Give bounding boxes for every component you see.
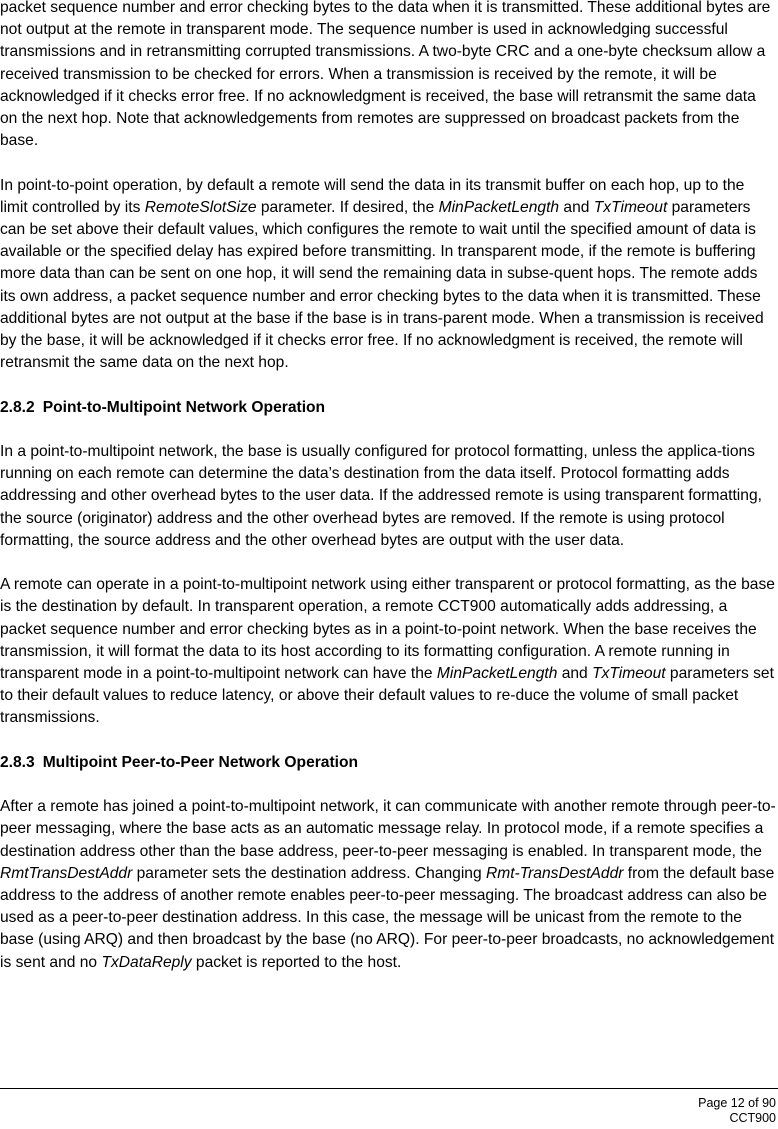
- param-minpacketlength: MinPacketLength: [436, 665, 558, 683]
- paragraph-point-to-point: [0, 175, 776, 375]
- param-remoteslotsize: RemoteSlotSize: [144, 198, 257, 216]
- section-title: Point-to-Multipoint Network Operation: [42, 398, 326, 416]
- param-rmttransdestaddr: RmtTransDestAddr: [0, 864, 133, 882]
- paragraph-text: packet sequence number and error checking bytes to the data when it is transmitted. These additional bytes are not output at the remote in transparent mode. The sequence number is used in acknowledging successful transmissions and in retransmitting corrupted transmissions. A two-byte CRC and a one-byte checksum allow a received transmission to be checked for errors. When a transmission is received by the remote, it will be acknowledged if it checks error free. If no acknowledgment is received, the base will retransmit the same data on the next hop. Note that acknowledgements from remotes are suppressed on broadcast packets from the base.: [0, 0, 771, 150]
- document-id: CCT900: [729, 1111, 776, 1125]
- paragraph-text: parameter sets the destination address. Changing: [132, 864, 486, 882]
- param-txtimeout: TxTimeout: [592, 665, 666, 683]
- paragraph-arq-base: [0, 0, 776, 152]
- page-number: Page 12 of 90: [698, 1096, 776, 1110]
- section-number: 2.8.3: [0, 753, 35, 771]
- footer-divider: [0, 1088, 778, 1089]
- section-heading-2-8-3: [0, 752, 776, 774]
- section-number: 2.8.2: [0, 398, 35, 416]
- paragraph-text: packet is reported to the host.: [191, 953, 402, 971]
- param-rmttransdestaddr: Rmt-TransDestAddr: [485, 864, 624, 882]
- section-title: Multipoint Peer-to-Peer Network Operation: [42, 753, 359, 771]
- paragraph-transparent-formatting: [0, 574, 776, 729]
- section-heading-2-8-2: [0, 397, 776, 419]
- paragraph-text: A remote can operate in a point-to-multipoint network using either transparent or protocol formatting, as the base is the destination by default. In transparent operation, a remote CCT900 automatically adds addressing, a packet sequence number and error checking bytes as in a point-to-point network. When the base receives the transmission, it will format the data to its host according to its formatting configuration. A remote running in transparent mode in a point-to-multipoint network can have the: [0, 576, 775, 683]
- paragraph-protocol-formatting: [0, 441, 776, 552]
- paragraph-text: parameters set to their default values to reduce latency, or above their default values to re-duce the volume of small packet transmissions.: [0, 665, 774, 727]
- param-txdatareply: TxDataReply: [101, 953, 192, 971]
- param-minpacketlength: MinPacketLength: [438, 198, 560, 216]
- paragraph-text: parameters can be set above their default values, which configures the remote to wait until the specified amount of data is available or the specified delay has expired before transmitting. In transparent mode, if the remote is buffering more data than can be sent on one hop, it will send the remaining data in subse-quent hops. The remote adds its own address, a packet sequence number and error checking bytes to the data when it is transmitted. These additional bytes are not output at the base if the base is in trans-parent mode. When a transmission is received by the base, it will be acknowledged if it checks error free. If no acknowledgment is received, the remote will retransmit the same data on the next hop.: [0, 198, 764, 372]
- param-txtimeout: TxTimeout: [593, 198, 668, 216]
- paragraph-text: and: [557, 665, 593, 683]
- paragraph-text: After a remote has joined a point-to-multipoint network, it can communicate with another remote through peer-to-peer messaging, where the base acts as an automatic message relay. In protocol mode, if a remote specifies a destination address other than the base address, peer-to-peer messaging is enabled. In transparent mode, the: [0, 798, 776, 860]
- paragraph-text: from the default base address to the address of another remote enables peer-to-peer messaging. The broadcast address can also be used as a peer-to-peer destination address. In this case, the message will be unicast from the remote to the base (using ARQ) and then broadcast by the base (no ARQ). For peer-to-peer broadcasts, no acknowledgement is sent and no: [0, 864, 775, 971]
- paragraph-text: In point-to-point operation, by default a remote will send the data in its transmit buffer on each hop, up to the limit controlled by its: [0, 176, 745, 216]
- paragraph-text: and: [559, 198, 594, 216]
- page-footer: [698, 1096, 776, 1126]
- paragraph-text: In a point-to-multipoint network, the base is usually configured for protocol formatting, unless the applica-tions running on each remote can determine the data’s destination from the data itself. Protocol formatting adds addressing and other overhead bytes to the user data. If the addressed remote is using transparent formatting, the source (originator) address and the other overhead bytes are removed. If the remote is using protocol formatting, the source address and the other overhead bytes are output with the user data.: [0, 443, 762, 549]
- paragraph-peer-to-peer: [0, 796, 776, 974]
- paragraph-text: parameter. If desired, the: [256, 198, 439, 216]
